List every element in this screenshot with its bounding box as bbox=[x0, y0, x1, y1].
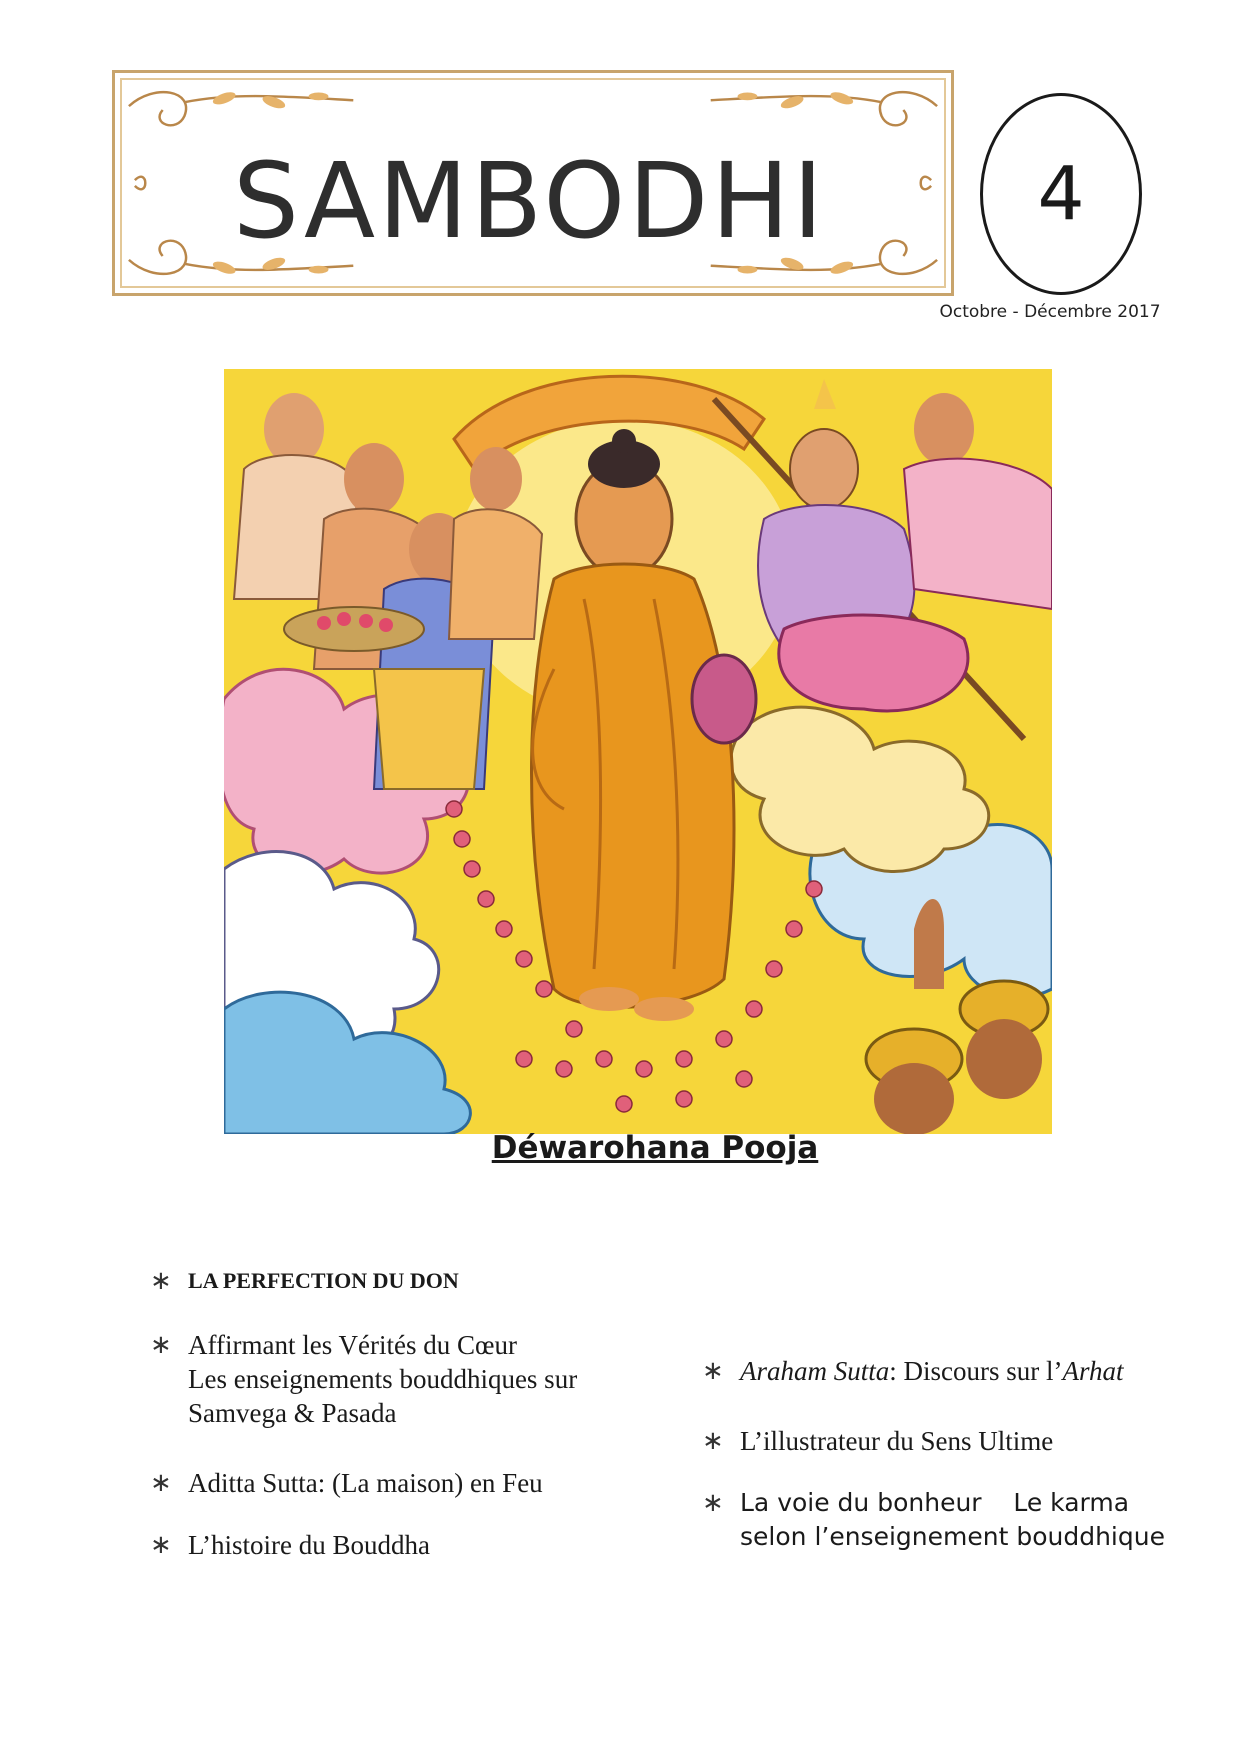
toc-item-histoire-du-bouddha bbox=[150, 1528, 430, 1562]
toc-item-label: Araham Sutta: Discours sur l’Arhat bbox=[740, 1356, 1124, 1386]
toc-item-perfection-du-don bbox=[150, 1264, 459, 1298]
toc-item-araham-sutta bbox=[702, 1354, 1124, 1388]
asterisk-bullet-icon: ∗ bbox=[150, 1330, 172, 1360]
asterisk-bullet-icon: ∗ bbox=[150, 1266, 172, 1296]
asterisk-bullet-icon: ∗ bbox=[702, 1356, 724, 1386]
masthead-banner bbox=[112, 70, 954, 296]
asterisk-bullet-icon: ∗ bbox=[702, 1488, 724, 1518]
toc-item-label: L’histoire du Bouddha bbox=[188, 1530, 430, 1560]
toc-item-verites-du-coeur bbox=[150, 1328, 577, 1430]
asterisk-bullet-icon: ∗ bbox=[150, 1530, 172, 1560]
toc-item-label: La voie du bonheur Le karma selon l’enseignement bouddhique bbox=[740, 1488, 1165, 1551]
magazine-title: SAMBODHI bbox=[233, 140, 827, 262]
toc-item-label: Affirmant les Vérités du Cœur Les enseignements bouddhiques sur Samvega & Pasada bbox=[188, 1330, 578, 1428]
toc-item-label: L’illustrateur du Sens Ultime bbox=[740, 1426, 1054, 1456]
toc-item-label: Aditta Sutta: (La maison) en Feu bbox=[188, 1468, 543, 1498]
buddha-descent-painting bbox=[224, 369, 1052, 1134]
toc-item-illustrateur-du-sens-ultime bbox=[702, 1424, 1053, 1458]
toc-item-aditta-sutta bbox=[150, 1466, 543, 1500]
asterisk-bullet-icon: ∗ bbox=[702, 1426, 724, 1456]
cover-illustration bbox=[224, 369, 1052, 1134]
asterisk-bullet-icon: ∗ bbox=[150, 1468, 172, 1498]
toc-item-label: LA PERFECTION DU DON bbox=[188, 1268, 459, 1293]
issue-date: Octobre - Décembre 2017 bbox=[939, 302, 1161, 322]
issue-number: 4 bbox=[1037, 151, 1085, 237]
toc-item-voie-du-bonheur bbox=[702, 1486, 1165, 1554]
issue-number-badge bbox=[980, 93, 1142, 295]
cover-caption: Déwarohana Pooja bbox=[491, 1130, 819, 1166]
